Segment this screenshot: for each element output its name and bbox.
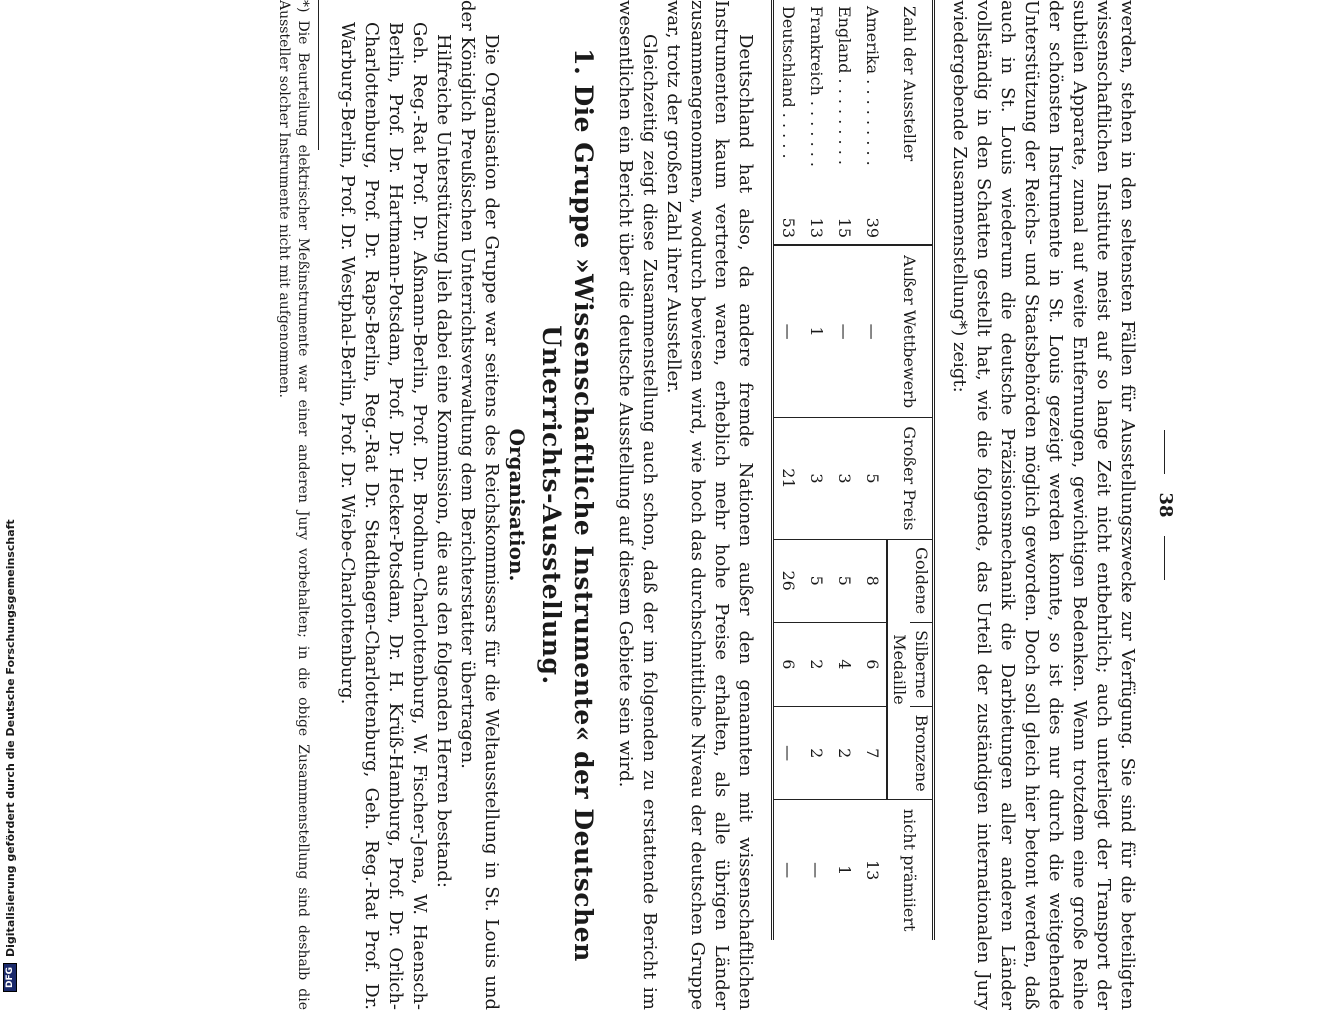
credit-text: Digitalisierung gefördert durch die Deutsche Forschungsgemeinschaft [3, 519, 17, 957]
section-title: 1. Die Gruppe »Wissenschaftliche Instrumente« der Deutschen Unterrichts-Ausstellung. [537, 48, 598, 962]
hilfreiche-paragraph: Hilfreiche Unterstützung lieh dabei eine Kommission, die aus den folgenden Herren bestand: [433, 34, 454, 888]
header-aussteller: Zahl der Aussteller [887, 0, 934, 245]
cell-ausser: — [830, 245, 858, 418]
cell-gross: 21 [773, 418, 803, 540]
cell-total: 13 [802, 192, 830, 245]
header-nicht: nicht prämiiert [887, 800, 934, 940]
digitization-credit [0, 0, 20, 1000]
cell-ausser: 1 [802, 245, 830, 418]
table-header-row [910, 0, 934, 940]
header-goldene: Goldene [910, 539, 934, 622]
header-ausser: Außer Wettbewerb [887, 245, 934, 418]
cell-nicht: 13 [858, 800, 887, 940]
header-gross: Großer Preis [887, 418, 934, 540]
table-row [830, 0, 858, 940]
cell-gold: 8 [858, 539, 887, 622]
cell-nicht: 1 [830, 800, 858, 940]
cell-silber: 6 [773, 622, 803, 706]
document-page [117, 0, 1177, 1010]
cell-country: Amerika . . . . . . . . . [863, 6, 883, 166]
footnote-divider [318, 0, 319, 150]
header-silberne: Silberne [910, 622, 934, 706]
cell-silber: 4 [830, 622, 858, 706]
intro-paragraph: werden, stehen in den seltensten Fällen für Ausstellungszwecke zur Verfügung. Sie sind für die beteiligten wissenschaftlichen Institute meist auf so lange Zeit nicht entbehrlich; auch unterliegt der Transport der subtilen Apparate, zumal auf weite Entfernungen, gewichtigen Bedenken. Wenn trotzdem eine große Reihe der schönsten Instrumente in St. Louis gezeigt werden konnte, so ist dies nur durch die weitgehende Unterstützung der Reichs- und Staatsbehörden möglich geworden. Doch soll gleich hier betont werden, daß auch in St. Louis wiederum die deutsche Präzisionsmechanik die Darbietungen aller anderen Länder vollständig in den Schatten gestellt hat, wie die folgende, das Urteil der zuständigen internationalen Jury wiedergebende Zusammenstellung*) zeigt: [949, 0, 1138, 1010]
cell-gold: 5 [802, 539, 830, 622]
cell-silber: 2 [802, 622, 830, 706]
dfg-logo: DFG [3, 963, 17, 992]
cell-bronze: — [773, 707, 803, 800]
cell-gold: 5 [830, 539, 858, 622]
page-number: 38 [1153, 0, 1177, 1010]
cell-gold: 26 [773, 539, 803, 622]
footnote: *) Die Beurteilung elektrischer Meßinstrumente war einer anderen Jury vorbehalten; in die obige Zusammenstellung sind deshalb die Aussteller solcher Instrumente nicht mit aufgenommen. [276, 0, 311, 1010]
cell-gross: 3 [802, 418, 830, 540]
cell-silber: 6 [858, 622, 887, 706]
subheading: Organisation. [505, 428, 529, 582]
cell-total: 15 [830, 192, 858, 245]
cell-country: Frankreich . . . . . . . [807, 6, 826, 167]
commission-members: Geh. Reg.-Rat Prof. Dr. Aßmann-Berlin, Prof. Dr. Brodhun-Charlottenburg, W. Fischer-Jena, W. Haensch-Berlin, Prof. Dr. Hartmann-Potsdam, Prof. Dr. Hecker-Potsdam, Dr. H. Krüß-Hamburg, Prof. Dr. Orlich-Charlottenburg, Prof. Dr. Raps-Berlin, Reg.-Rat Dr. Stadthagen-Charlottenburg, Geh. Reg.-Rat Prof. Dr. Warburg-Berlin, Prof. Dr. Westphal-Berlin, Prof. Dr. Wiebe-Charlottenburg. [337, 22, 430, 1010]
cell-nicht: — [802, 800, 830, 940]
deutschland-paragraph: Deutschland hat also, da andere fremde Nationen außer den genannten mit wissenschaftlichen Instrumenten kaum vertreten waren, erheblich mehr hohe Preise erhalten, als alle übrigen Länder zusammengenommen, wodurch bewiesen wird, wie hoch das durchschnittliche Niveau der deutschen Gruppe war, trotz der großen Zahl ihrer Aussteller. [663, 0, 756, 1010]
cell-ausser: — [858, 245, 887, 418]
table-row [773, 0, 803, 940]
cell-nicht: — [773, 800, 803, 940]
cell-total: 53 [773, 192, 803, 245]
cell-total: 39 [858, 192, 887, 245]
table-row [858, 0, 887, 940]
cell-bronze: 7 [858, 707, 887, 800]
cell-ausser: — [773, 245, 803, 418]
cell-bronze: 2 [802, 707, 830, 800]
header-bronzene: Bronzene [910, 707, 934, 800]
cell-country: England . . . . . . . . . [835, 6, 854, 165]
cell-country: Deutschland . . . . . [773, 0, 803, 192]
cell-bronze: 2 [830, 707, 858, 800]
organisation-paragraph: Die Organisation der Gruppe war seitens des Reichskommissars für die Weltausstellung in St. Louis und der Königlich Preußischen Unterrichtsverwaltung dem Berichterstatter übertragen. [457, 0, 502, 1010]
cell-gross: 3 [830, 418, 858, 540]
divider [1165, 430, 1166, 474]
gleichzeitig-paragraph: Gleichzeitig zeigt diese Zusammenstellung auch schon, daß der im folgenden zu erstattende Bericht im wesentlichen ein Bericht über die deutsche Ausstellung auf diesem Gebiete sein wird. [615, 0, 660, 1010]
awards-table [771, 0, 935, 940]
table-row [802, 0, 830, 940]
header-medaille: Medaille [887, 539, 910, 800]
cell-gross: 5 [858, 418, 887, 540]
divider [1165, 536, 1166, 580]
